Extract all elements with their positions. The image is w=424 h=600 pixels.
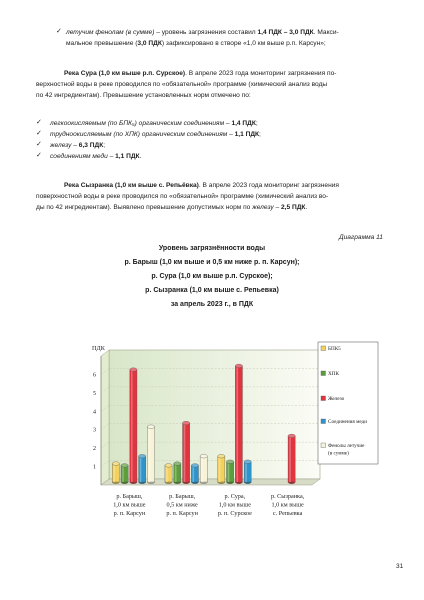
bar-железо [183,421,190,484]
bar-top [112,462,119,466]
check-icon: ✓ [36,130,42,137]
intro-phenol-label: летучим фенолам (в сумме) [66,29,155,36]
bar-top [183,421,190,425]
bar-железо [288,434,295,484]
syzranka-dash: – [273,204,281,211]
y-tick-label: 4 [93,409,96,416]
y-tick-label: 5 [93,390,96,397]
sura-heading: Река Сура (1,0 км выше р.п. Сурское) [64,70,186,77]
x-category-label: р. п. Карсун [166,510,198,517]
bar-body [200,456,207,482]
bar-highlight [140,456,142,482]
chart-title-line: за апрель 2023 г., в ПДК [170,301,254,308]
sura-item: легкоокисляемым (по БПК₅) органическим соединениям – 1,4 ПДК; [50,120,258,127]
intro-text: – уровень загрязнения составил [154,29,258,36]
legend-swatch [321,443,326,448]
bar-body [165,465,172,482]
bar-top [147,425,154,429]
intro-max-value: 3,0 ПДК [137,40,162,47]
bar-хпк [121,464,128,484]
x-category-label: р. Сура, [224,493,246,500]
check-icon: ✓ [36,152,42,159]
syzranka-line3-a: ды по 42 ингредиентам). Выявлено превышение допустимых норм по [36,204,253,211]
legend-label: Железо [328,396,345,402]
bar-body [174,464,181,482]
sura-item: трудноокисляемым (по ХПК) органическим соединениям – 1,1 ПДК; [50,131,261,138]
intro-range: 1,4 ПДК – 3,0 ПДК [257,29,314,36]
syzranka-iron-value: 2,5 ПДК [280,204,306,211]
bar-body [226,462,233,482]
sura-item: железу – 6,3 ПДК; [50,142,106,149]
syzranka-heading: Река Сызранка (1,0 км выше с. Репьёвка) [64,182,199,189]
sura-line-3: по 42 ингредиентам). Превышение установленных норм отмечено по: [36,92,251,99]
intro-line2-c: ) зафиксировано в створе «1,0 км выше р.п. Карсун»; [161,40,326,47]
x-category-label: 1,0 км выше [218,501,252,509]
bar-highlight [131,370,133,482]
sura-item-value: 1,4 ПДК [231,120,256,127]
syzranka-end: . [305,204,308,211]
bar-highlight [184,423,186,482]
bar-body [147,427,154,482]
bar-body [130,370,137,482]
sura-item-value: 1,1 ПДК [115,153,140,160]
bar-железо [130,368,137,484]
bar-top [226,460,233,464]
x-category-label: 1,0 км выше [271,501,304,509]
bar-highlight [228,462,230,482]
sura-item-value: 1,1 ПДК [234,131,260,138]
bar-соединения-меди [139,454,146,483]
y-axis-label: ПДК [92,345,105,352]
bar-highlight [149,427,151,482]
legend-swatch [321,419,326,424]
sura-item-label: железу [50,142,72,149]
bar-хпк [174,462,181,484]
sura-item-end: ; [255,120,258,127]
bar-highlight [289,436,291,482]
legend-swatch [321,371,326,376]
bar-фенолы-летучие-(в-сумме) [200,454,207,483]
sura-item-label: соединениям меди [50,153,108,160]
chart-side-wall [101,350,109,485]
legend-label: ХПК [328,371,339,377]
syzranka-line-2: поверхностной воды в реке проводилcя по «обязательной» программе (химический анализ во- [36,193,329,200]
bar-body [183,423,190,482]
sura-line-2: верхностной воды в реке проводился по «обязательной» программе (химический анализ воды [36,81,328,88]
y-tick-label: 1 [93,464,96,471]
bar-top [288,434,295,438]
bar-highlight [193,465,195,482]
x-category-label: р. Барыш, [116,493,143,500]
bar-highlight [236,366,238,482]
sura-item-label: легкоокисляемым (по БПК₅) органическим соединениям [50,120,225,127]
x-category-label: р. Сызранка, [270,493,305,500]
diagram-label: Диаграмма 11 [339,234,383,241]
bar-top [235,364,242,368]
chart-title-line: р. Сура (1,0 км выше р.п. Сурское); [151,273,273,280]
legend-swatch [321,346,326,351]
bar-highlight [166,465,168,482]
x-category-label: 1,0 км выше [113,501,146,509]
bar-соединения-меди [191,464,198,484]
bar-top [191,464,198,468]
bar-соединения-меди [244,460,251,484]
sura-item-label: трудноокисляемым (по ХПК) органическим соединениям [50,131,228,138]
sura-item-end: ; [259,131,261,138]
bar-top [121,464,128,468]
y-tick-label: 3 [93,427,96,434]
check-icon: ✓ [56,28,62,35]
bar-top [174,462,181,466]
bar-highlight [245,462,247,482]
legend-label: БПК5 [328,346,341,352]
bar-top [165,464,172,468]
chart-title-line: р. Сызранка (1,0 км выше с. Репьевка) [145,287,279,294]
bar-highlight [113,464,115,482]
bar-body [218,456,225,482]
syzranka-line1-text: . В апреле 2023 года мониторинг загрязнения [198,182,339,189]
page-number: 31 [396,563,404,570]
bar-body [288,436,295,482]
bar-highlight [175,464,177,482]
check-icon: ✓ [36,119,42,126]
x-category-label: 0,5 км ниже [166,501,198,509]
sura-item-end: . [139,153,142,160]
intro-line2-a: мальное превышение ( [66,40,138,47]
legend-label: (в сумме) [328,450,349,457]
bar-top [218,454,225,458]
sura-item: соединениям меди – 1,1 ПДК. [50,153,142,160]
bar-body [235,366,242,482]
x-category-label: р. п. Карсун [113,510,146,517]
legend-label: Соединения меди [328,419,368,425]
legend-swatch [321,396,326,401]
bar-бпк5 [165,464,172,484]
sura-item-end: ; [103,142,106,149]
sura-line1-text: . В апреле 2023 года мониторинг загрязнения по- [185,70,337,77]
bar-body [121,465,128,482]
check-icon: ✓ [36,141,42,148]
bar-хпк [226,460,233,484]
sura-item-value: 6,3 ПДК [78,142,104,149]
bar-железо [235,364,242,484]
legend-label: Фенолы летучие [328,443,365,449]
bar-бпк5 [112,462,119,484]
intro-text-end: . Макси- [313,29,339,36]
x-category-label: с. Репьевка [272,510,303,517]
y-tick-label: 2 [93,446,96,453]
bar-body [112,464,119,482]
bar-highlight [201,456,203,482]
bar-body [191,465,198,482]
bar-top [244,460,251,464]
bar-highlight [219,456,221,482]
x-category-label: р. п. Сурское [217,510,252,517]
y-tick-label: 6 [93,372,96,379]
syzranka-iron-label: железу [252,204,274,211]
bar-top [130,368,137,372]
bar-highlight [122,465,124,482]
x-category-label: р. Барыш, [169,493,196,500]
bar-бпк5 [218,454,225,483]
bar-top [200,454,207,458]
bar-фенолы-летучие-(в-сумме) [147,425,154,484]
bar-top [139,454,146,458]
chart-title-line: Уровень загрязнённости воды [158,245,266,252]
chart-title-line: р. Барыш (1,0 км выше и 0,5 км ниже р. п. Карсун); [124,259,300,266]
bar-body [139,456,146,482]
bar-body [244,462,251,482]
